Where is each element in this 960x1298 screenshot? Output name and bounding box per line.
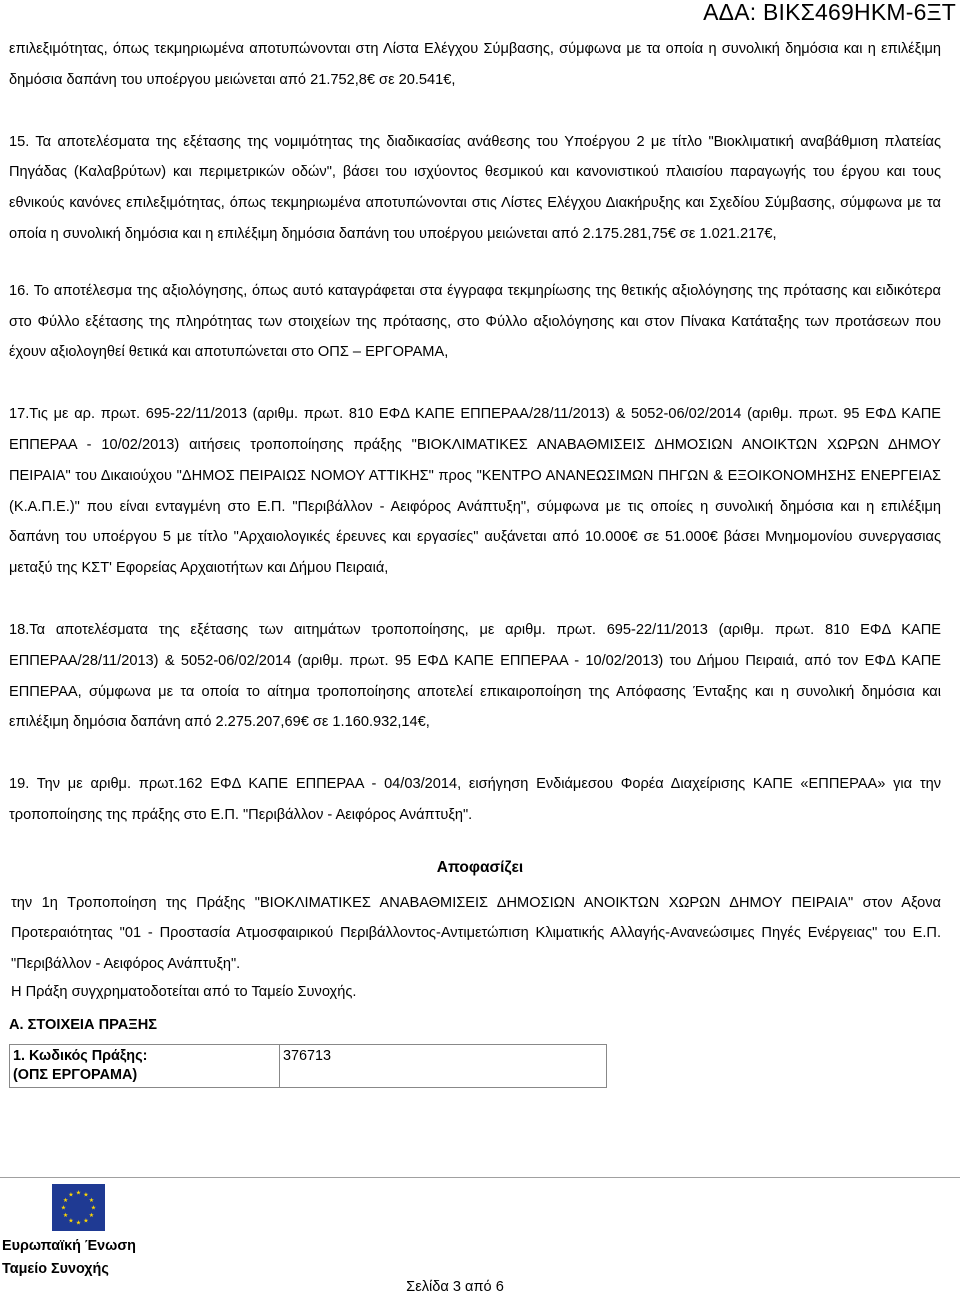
project-details-table: [9, 1044, 607, 1088]
eu-star-icon: ★: [83, 1192, 89, 1199]
eu-footer-text: [2, 1235, 136, 1281]
paragraph-14-continued: επιλεξιμότητας, όπως τεκμηριωμένα αποτυπώνονται στη Λίστα Ελέγχου Σύμβασης, σύμφωνα με τα οποία η συνολική δημόσια και η επιλέξιμη δημόσια δαπάνη του υποέργου μειώνεται από 21.752,8€ σε 20.541€,: [9, 41, 941, 88]
eu-star-icon: ★: [60, 1205, 67, 1212]
spacer: [9, 738, 941, 769]
eu-flag-icon: [52, 1184, 105, 1231]
spacer: [9, 368, 941, 399]
cohesion-fund-label: Ταμείο Συνοχής: [2, 1261, 109, 1277]
document-body: [9, 34, 941, 1088]
project-code-label: [10, 1044, 280, 1087]
ada-code: ΑΔΑ: ΒΙΚΣ469ΗΚΜ-6ΞΤ: [703, 0, 956, 25]
project-code-label-line2: (ΟΠΣ ΕΡΓΟΡΑΜΑ): [13, 1066, 138, 1083]
spacer: [9, 96, 941, 127]
footer-divider: [0, 1177, 960, 1178]
paragraph-15: 15. Τα αποτελέσματα της εξέτασης της νομιμότητας της διαδικασίας ανάθεσης του Υποέργου 2 με τίτλο "Βιοκλιματική αναβάθμιση πλατείας Πηγάδας (Καλαβρύτων) και περιμετρικών οδών", βάσει του ισχύοντος θεσμικού και κανονιστικού πλαισίου παραγωγής του έργου και τους εθνικούς κανόνες επιλεξιμότητας, όπως τεκμηριωμένα αποτυπώνονται στις Λίστες Ελέγχου Διακήρυξης και Σχεδίου Σύμβασης, σύμφωνα με τα οποία η συνολική δημόσια και η επιλέξιμη δημόσια δαπάνη του υποέργου μειώνεται από 2.175.281,75€ σε 1.021.217€,: [9, 133, 941, 242]
section-a-title: Α. ΣΤΟΙΧΕΙΑ ΠΡΑΞΗΣ: [9, 1016, 157, 1033]
paragraph-19: 19. Την με αριθμ. πρωτ.162 ΕΦΔ ΚΑΠΕ ΕΠΠΕΡΑΑ - 04/03/2014, εισήγηση Ενδιάμεσου Φορέα Διαχείρισης ΚΑΠΕ «ΕΠΠΕΡΑΑ» για την τροποποίησης της πράξης στο Ε.Π. "Περιβάλλον - Αειφόρος Ανάπτυξη".: [9, 776, 941, 823]
eu-union-label: Ευρωπαϊκή Ένωση: [2, 1238, 136, 1254]
eu-star-icon: ★: [75, 1220, 82, 1227]
eu-star-icon: ★: [88, 1213, 95, 1219]
decision-heading: Αποφασίζει: [436, 858, 524, 876]
eu-star-icon: ★: [83, 1218, 89, 1225]
eu-star-icon: ★: [62, 1198, 69, 1204]
paragraph-17: 17.Τις με αρ. πρωτ. 695-22/11/2013 (αριθμ. πρωτ. 810 ΕΦΔ ΚΑΠΕ ΕΠΠΕΡΑΑ/28/11/2013) & 5052-06/02/2014 (αριθμ. πρωτ. 95 ΕΦΔ ΚΑΠΕ ΕΠΠΕΡΑΑ - 10/02/2013) αιτήσεις τροποποίησης πράξης "ΒΙΟΚΛΙΜΑΤΙΚΕΣ ΑΝΑΒΑΘΜΙΣΕΙΣ ΔΗΜΟΣΙΩΝ ΑΝΟΙΚΤΩΝ ΧΩΡΩΝ ΔΗΜΟΥ ΠΕΙΡΑΙΑ" του Δικαιούχου "ΔΗΜΟΣ ΠΕΙΡΑΙΩΣ ΝΟΜΟΥ ΑΤΤΙΚΗΣ" προς "ΚΕΝΤΡΟ ΑΝΑΝΕΩΣΙΜΩΝ ΠΗΓΩΝ & ΕΞΟΙΚΟΝΟΜΗΣΗΣ ΕΝΕΡΓΕΙΑΣ (Κ.Α.Π.Ε.)" που είναι ενταγμένη στο Ε.Π. "Περιβάλλον - Αειφόρος Ανάπτυξη", σύμφωνα με τις οποίες η συνολική δημόσια και η επιλέξιμη δαπάνη του υποέργου 5 με τίτλο "Αρχαιολογικές έρευνες και εργασίες" αυξάνεται από 10.000€ σε 51.000€ βάσει Μνημομονίου συνεργασιας μεταξύ της ΚΣΤ' Εφορείας Αρχαιοτήτων και Δήμου Πειραιά,: [9, 406, 941, 577]
eu-star-icon: ★: [90, 1205, 97, 1212]
spacer: [9, 250, 941, 276]
paragraph-18: 18.Τα αποτελέσματα της εξέτασης των αιτημάτων τροποποίησης, με αριθμ. πρωτ. 695-22/11/2013 (αριθμ. πρωτ. 810 ΕΦΔ ΚΑΠΕ ΕΠΠΕΡΑΑ/28/11/2013) & 5052-06/02/2014 (αριθμ. πρωτ. 95 ΕΦΔ ΚΑΠΕ ΕΠΠΕΡΑΑ - 10/02/2013) του Δήμου Πειραιά, από τον ΕΦΔ ΚΑΠΕ ΕΠΠΕΡΑΑ, σύμφωνα με τα οποία το αίτημα τροποποίησης αποτελεί επικαιροποίηση της Απόφασης Ένταξης και η συνολική δημόσια και επιλέξιμη δημόσια δαπάνη από 2.275.207,69€ σε 1.160.932,14€,: [9, 621, 941, 731]
paragraph-16: 16. Το αποτέλεσμα της αξιολόγησης, όπως αυτό καταγράφεται στα έγγραφα τεκμηρίωσης της θετικής αξιολόγησης της πρότασης και ειδικότερα στο Φύλλο εξέτασης της πληρότητας των στοιχείων της πρότασης, στο Φύλλο αξιολόγησης και στον Πίνακα Κατάταξης των προτάσεων που έχουν αξιολογηθεί θετικά και αποτυπώνεται στο ΟΠΣ – ΕΡΓΟΡΑΜΑ,: [9, 282, 941, 361]
project-code-label-line1: 1. Κωδικός Πράξης:: [13, 1047, 148, 1064]
eu-star-icon: ★: [68, 1192, 74, 1199]
spacer: [9, 584, 941, 615]
project-code-value: 376713: [280, 1044, 607, 1087]
eu-star-icon: ★: [88, 1198, 95, 1204]
page-number: Σελίδα 3 από 6: [406, 1279, 504, 1295]
decision-text: την 1η Τροποποίηση της Πράξης "ΒΙΟΚΛΙΜΑΤΙΚΕΣ ΑΝΑΒΑΘΜΙΣΕΙΣ ΔΗΜΟΣΙΩΝ ΑΝΟΙΚΤΩΝ ΧΩΡΩΝ ΔΗΜΟΥ ΠΕΙΡΑΙΑ" στον Αξονα Προτεραιότητας "01 - Προστασία Ατμοσφαιρικού Περιβάλλοντος-Αντιμετώπιση Κλιματικής Αλλαγής-Ανανεώσιμες Πηγές Ενέργειας" του Ε.Π. "Περιβάλλον - Αειφόρος Ανάπτυξη".: [11, 894, 941, 973]
eu-star-icon: ★: [75, 1190, 82, 1197]
eu-star-icon: ★: [62, 1213, 69, 1219]
funding-text: Η Πράξη συγχρηματοδοτείται από το Ταμείο Συνοχής.: [11, 983, 357, 1000]
eu-star-icon: ★: [68, 1218, 74, 1225]
table-row: [10, 1044, 607, 1087]
